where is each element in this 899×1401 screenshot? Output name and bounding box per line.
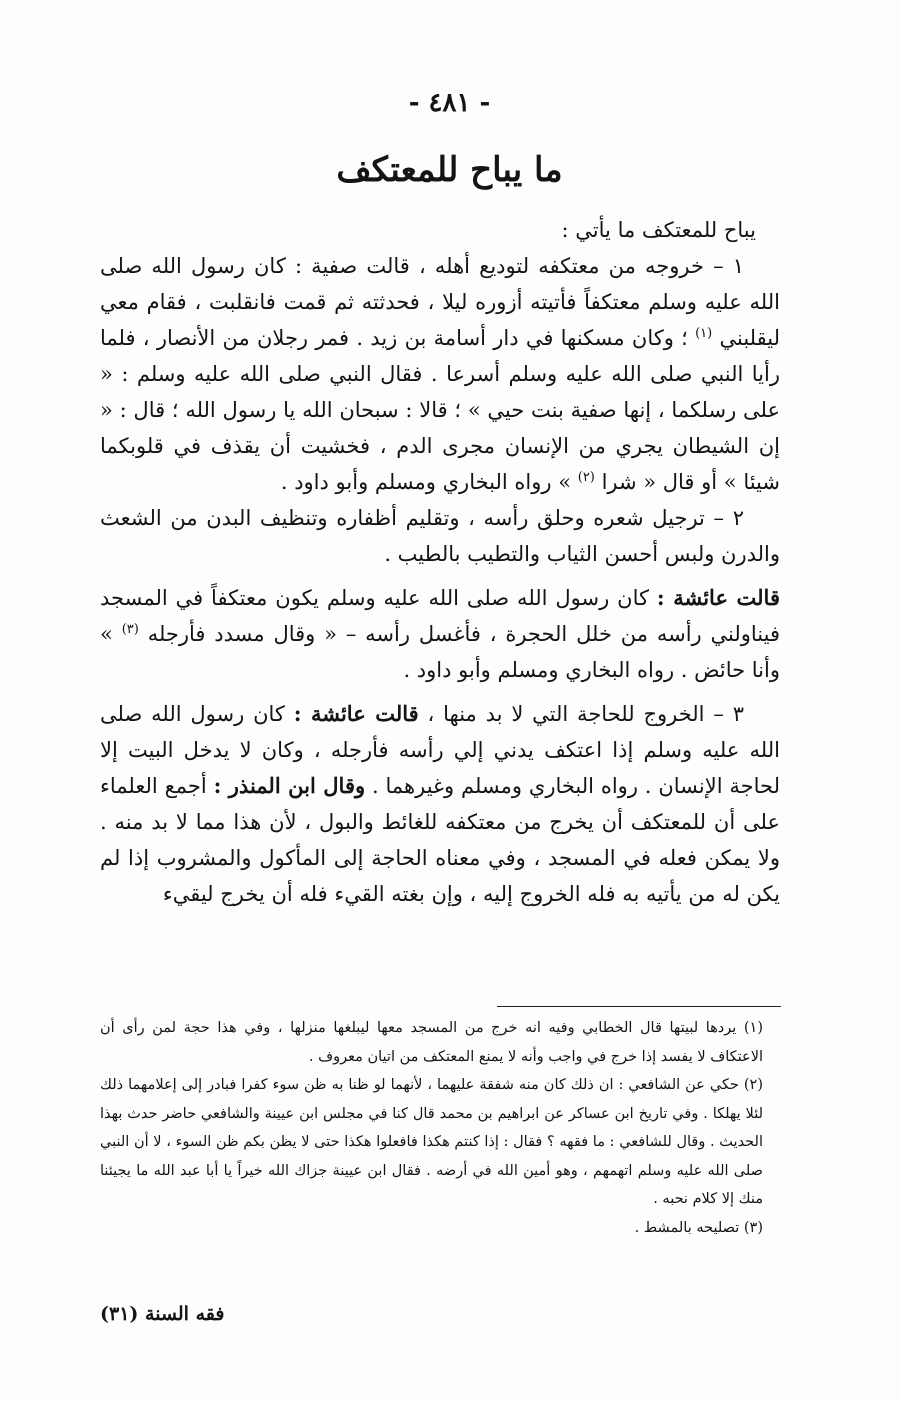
item3-text-b: كان رسول الله صلى الله عليه وسلم إذا اعتكف يدني إلي رأسه فأرجله ، وكان لا يدخل البيت إلا لحاجة الإنسان . رواه البخاري ومسلم وغيرهما . (100, 702, 780, 798)
speaker-aisha-2: قالت عائشة : (293, 701, 419, 726)
page-number: - ٤٨١ - (408, 88, 491, 118)
aisha1-text-b: » وأنا حائض . رواه البخاري ومسلم وأبو داود . (100, 622, 780, 682)
footnote-1: (١) يردها لبيتها قال الخطابي وفيه انه خرج من المسجد معها ليبلغها منزلها ، وفي هذا حجة لمن رأى أن الاعتكاف لا يفسد إذا خرج في واجب وأنه لا يمنع المعتكف من اتيان معروف . (100, 1020, 763, 1065)
main-text (100, 212, 780, 912)
footnotes (100, 1014, 783, 1242)
footnote-marker-1[interactable]: (١) (695, 326, 713, 341)
paragraph-item-2: ٢ – ترجيل شعره وحلق رأسه ، وتقليم أظفاره وتنظيف البدن من الشعث والدرن ولبس أحسن الثياب والتطيب بالطيب . (100, 506, 780, 566)
item3-text-c: أجمع العلماء على أن للمعتكف أن يخرج من معتكفه للغائط والبول ، لأن هذا مما لا بد منه . ولا يمكن فعله في المسجد ، وفي معناه الحاجة إلى المأكول والمشروب إذا لم يكن له من يأتيه به فله الخروج إليه ، وإن بغته القيء فله أن يخرج ليقيء (100, 774, 780, 906)
item3-text-a: ٣ – الخروج للحاجة التي لا بد منها ، (427, 702, 744, 726)
item1-text-b: ؛ وكان مسكنها في دار أسامة بن زيد . فمر رجلان من الأنصار ، فلما رأيا النبي صلى الله عليه وسلم أسرعا . فقال النبي صلى الله عليه وسلم : « على رسلكما ، إنها صفية بنت حيي » ؛ قالا : سبحان الله يا رسول الله ؛ قال : « إن الشيطان يجري من الإنسان مجرى الدم ، فخشيت أن يقذف في قلوبكما شيئا » أو قال « شرا (100, 326, 780, 494)
paragraph-item-3 (100, 696, 780, 912)
footnote-divider (497, 1006, 781, 1007)
footnote-2: (٢) حكي عن الشافعي : ان ذلك كان منه شفقة عليهما ، لأنهما لو ظنا به ظن سوء كفرا فبادر إلى إعلامهما ذلك لئلا يهلكا . وفي تاريخ ابن عساكر عن ابراهيم بن محمد قال كنا في مجلس ابن عيينة والشافعي حاضر حدث بهذا الحديث . وقال للشافعي : ما فقهه ؟ فقال : إذا كنتم هكذا فافعلوا هكذا حتى لا يظن بكم ظن السوء ، لا أن النبي صلى الله عليه وسلم اتهمهم ، وهو أمين الله في أرضه . فقال ابن عيينة جزاك الله خيراً يا أبا عبد الله ما يجيئنا منك إلا كلام نحبه . (100, 1077, 763, 1207)
item1-text-a: ١ – خروجه من معتكفه لتوديع أهله ، قالت صفية : كان رسول الله صلى الله عليه وسلم معتكفاً فأتيته أزوره ليلا ، فحدثته ثم قمت فانقلبت ، فقام معي ليقلبني (100, 254, 780, 350)
intro-line: يباح للمعتكف ما يأتي : (561, 218, 756, 242)
paragraph-aisha-1 (100, 580, 780, 688)
book-signature: فقه السنة (٣١) (100, 1303, 225, 1325)
footnote-marker-3[interactable]: (٣) (121, 622, 139, 637)
aisha1-text-a: كان رسول الله صلى الله عليه وسلم يكون معتكفاً في المسجد فيناولني رأسه من خلل الحجرة ، فأغسل رأسه – « وقال مسدد فأرجله (100, 586, 780, 646)
speaker-ibn-al-mundhir: وقال ابن المنذر : (213, 773, 366, 798)
paragraph-item-1 (100, 248, 780, 500)
item1-text-c: » رواه البخاري ومسلم وأبو داود . (280, 470, 572, 494)
footnote-marker-2[interactable]: (٢) (577, 470, 595, 485)
speaker-aisha: قالت عائشة : (656, 585, 780, 610)
page-title: ما يباح للمعتكف (336, 150, 563, 190)
footnote-3: (٣) تصليحه بالمشط . (634, 1219, 763, 1236)
